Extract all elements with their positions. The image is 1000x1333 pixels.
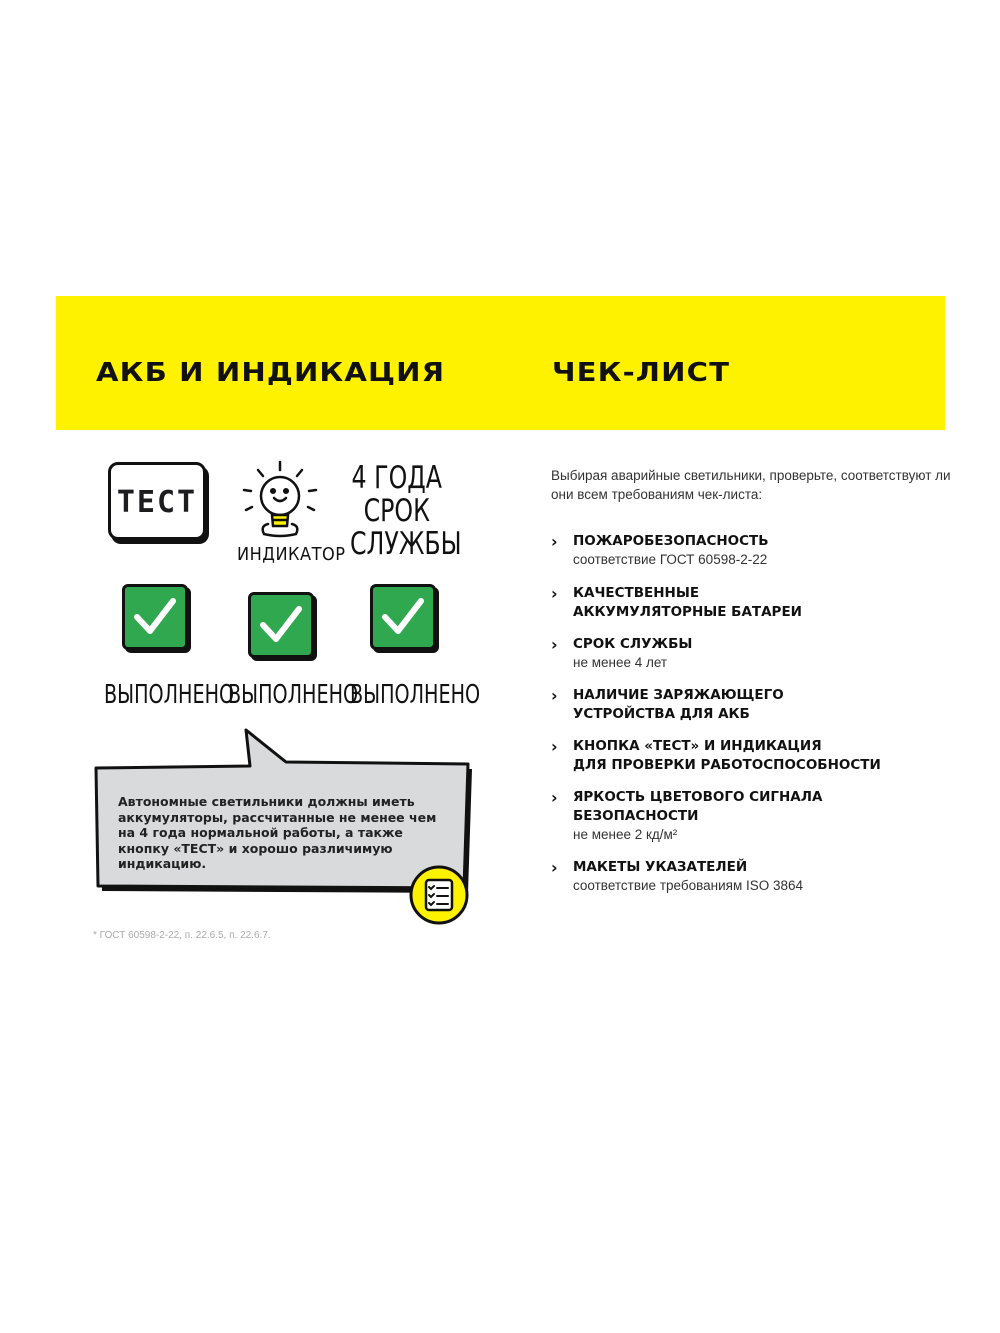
checklist-item [551, 584, 802, 622]
years-line-3: СЛУЖБЫ [350, 526, 462, 562]
service-life-illustration [350, 460, 462, 562]
checklist-item-title: ЯРКОСТЬ ЦВЕТОВОГО СИГНАЛА БЕЗОПАСНОСТИ [573, 789, 823, 824]
chevron-right-icon: › [551, 584, 558, 603]
checklist-item [551, 532, 769, 569]
done-label: ВЫПОЛНЕНО [228, 680, 359, 710]
checklist-item [551, 788, 822, 844]
checklist-item-title: НАЛИЧИЕ ЗАРЯЖАЮЩЕГО УСТРОЙСТВА ДЛЯ АКБ [573, 687, 784, 722]
section-title-checklist: ЧЕК-ЛИСТ [552, 358, 731, 388]
checkmark-icon [122, 584, 188, 650]
header-banner [56, 296, 945, 430]
checklist-item-sub: соответствие ГОСТ 60598-2-22 [573, 552, 768, 567]
chevron-right-icon: › [551, 686, 558, 705]
checklist-item [551, 635, 692, 672]
checklist-intro: Выбирая аварийные светильники, проверьте, соответствуют ли они всем требованиям чек-листа: [551, 468, 951, 502]
chevron-right-icon: › [551, 788, 558, 807]
test-button-illustration [108, 462, 206, 540]
checklist-item-title: КАЧЕСТВЕННЫЕ АККУМУЛЯТОРНЫЕ БАТАРЕИ [573, 585, 802, 620]
footnote: * ГОСТ 60598-2-22, п. 22.6.5, п. 22.6.7. [93, 930, 271, 941]
chevron-right-icon: › [551, 635, 558, 654]
checklist-item-sub: не менее 2 кд/м² [573, 827, 678, 842]
checklist-item-sub: не менее 4 лет [573, 655, 668, 670]
checklist-item-title: КНОПКА «ТЕСТ» И ИНДИКАЦИЯ ДЛЯ ПРОВЕРКИ РАБОТОСПОСОБНОСТИ [573, 738, 881, 773]
test-label: ТЕСТ [116, 485, 198, 520]
lightbulb-icon [238, 458, 322, 542]
checklist-icon [408, 864, 470, 926]
chevron-right-icon: › [551, 737, 558, 756]
checklist-item-title: МАКЕТЫ УКАЗАТЕЛЕЙ [573, 859, 748, 875]
checklist-item-title: СРОК СЛУЖБЫ [573, 636, 693, 652]
indicator-label: ИНДИКАТОР [237, 544, 346, 565]
years-line-1: 4 ГОДА [351, 460, 442, 496]
done-label: ВЫПОЛНЕНО [104, 680, 235, 710]
section-title-battery: АКБ И ИНДИКАЦИЯ [96, 358, 446, 388]
bubble-text: Автономные светильники должны иметь аккумуляторы, рассчитанные не менее чем на 4 года нормальной работы, а также кнопку «ТЕСТ» и хорошо различимую индикацию. [118, 794, 437, 871]
checkmark-icon [370, 584, 436, 650]
years-line-2: СРОК [363, 493, 430, 529]
chevron-right-icon: › [551, 858, 558, 877]
checklist-item-title: ПОЖАРОБЕЗОПАСНОСТЬ [573, 533, 769, 549]
checklist-item [551, 858, 803, 895]
checkmark-icon [248, 592, 314, 658]
chevron-right-icon: › [551, 532, 558, 551]
done-label: ВЫПОЛНЕНО [350, 680, 481, 710]
checklist-item-sub: соответствие требованиям ISO 3864 [573, 878, 804, 893]
checklist-item [551, 737, 881, 775]
checklist-item [551, 686, 784, 724]
